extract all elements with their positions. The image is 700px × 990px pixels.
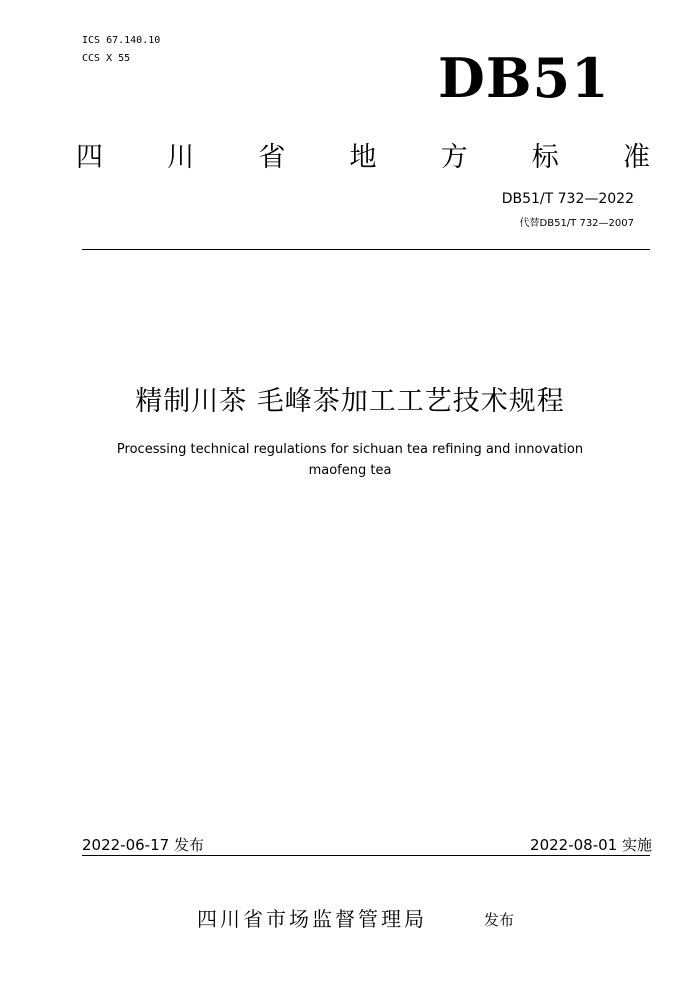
category-char: 方 xyxy=(440,141,468,173)
issue-label: 发布 xyxy=(484,911,515,929)
document-title-english-line1: Processing technical regulations for sichuan tea refining and innovation xyxy=(116,442,584,457)
standard-number: DB51/T 732—2022 xyxy=(501,191,634,207)
category-char: 省 xyxy=(258,141,286,173)
publish-date: 2022-06-17 发布 xyxy=(82,836,204,854)
standard-category xyxy=(76,134,650,174)
implement-date: 2022-08-01 实施 xyxy=(530,836,652,854)
category-char: 标 xyxy=(531,141,559,173)
ics-code: ICS 67.140.10 xyxy=(82,35,161,46)
category-char: 准 xyxy=(622,141,650,173)
issuing-authority: 四川省市场监督管理局 xyxy=(197,907,427,931)
category-char: 四 xyxy=(76,141,103,173)
db51-logo: DB51 xyxy=(438,46,610,110)
bottom-divider xyxy=(82,855,650,856)
document-title-chinese: 精制川茶 毛峰茶加工工艺技术规程 xyxy=(135,386,565,417)
top-divider xyxy=(82,249,650,250)
ccs-code: CCS X 55 xyxy=(82,53,131,64)
category-char: 川 xyxy=(167,141,195,173)
replaces-standard: 代替DB51/T 732—2007 xyxy=(519,218,634,229)
category-char: 地 xyxy=(349,141,377,173)
document-title-english-line2: maofeng tea xyxy=(308,463,392,478)
